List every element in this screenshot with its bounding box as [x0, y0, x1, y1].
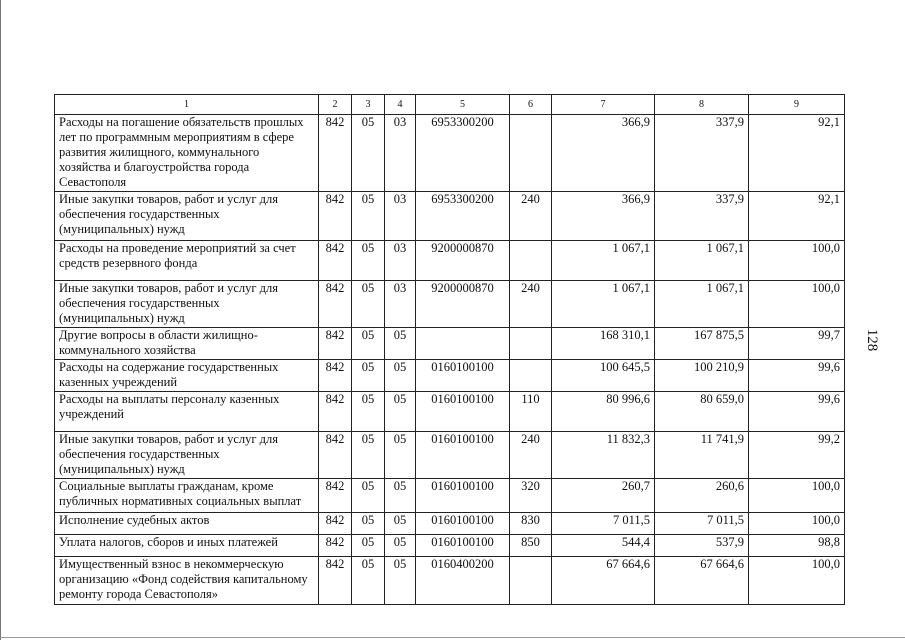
expense-type-code: 110 — [510, 392, 552, 432]
column-header: 9 — [749, 95, 845, 115]
target-article-code: 0160100100 — [416, 479, 510, 513]
expense-type-code: 320 — [510, 479, 552, 513]
table-row — [55, 241, 845, 281]
subsection-code: 05 — [385, 392, 416, 432]
subsection-code: 05 — [385, 535, 416, 557]
section-code: 05 — [352, 360, 385, 392]
subsection-code: 03 — [385, 115, 416, 192]
execution-percent: 99,7 — [749, 328, 845, 360]
actual-amount: 100 210,9 — [655, 360, 749, 392]
target-article-code: 0160100100 — [416, 535, 510, 557]
ministry-code: 842 — [319, 513, 352, 535]
target-article-code: 0160100100 — [416, 392, 510, 432]
column-header: 5 — [416, 95, 510, 115]
target-article-code: 9200000870 — [416, 281, 510, 328]
expense-type-code — [510, 360, 552, 392]
ministry-code: 842 — [319, 432, 352, 479]
subsection-code: 05 — [385, 513, 416, 535]
planned-amount: 11 832,3 — [552, 432, 655, 479]
subsection-code: 05 — [385, 432, 416, 479]
expense-name: Исполнение судебных актов — [55, 513, 319, 535]
ministry-code: 842 — [319, 479, 352, 513]
expense-name: Расходы на проведение мероприятий за счет средств резервного фонда — [55, 241, 319, 281]
table-row — [55, 328, 845, 360]
column-header: 2 — [319, 95, 352, 115]
expense-type-code — [510, 557, 552, 605]
table-row — [55, 192, 845, 241]
section-code: 05 — [352, 513, 385, 535]
expense-name: Иные закупки товаров, работ и услуг для обеспечения государственных (муниципальных) нужд — [55, 281, 319, 328]
section-code: 05 — [352, 192, 385, 241]
expense-type-code — [510, 328, 552, 360]
ministry-code: 842 — [319, 360, 352, 392]
target-article-code: 0160100100 — [416, 432, 510, 479]
section-code: 05 — [352, 281, 385, 328]
expense-name: Другие вопросы в области жилищно-коммунального хозяйства — [55, 328, 319, 360]
ministry-code: 842 — [319, 192, 352, 241]
subsection-code: 05 — [385, 479, 416, 513]
execution-percent: 92,1 — [749, 115, 845, 192]
ministry-code: 842 — [319, 281, 352, 328]
section-code: 05 — [352, 392, 385, 432]
execution-percent: 100,0 — [749, 479, 845, 513]
expense-name: Расходы на погашение обязательств прошлых лет по программным мероприятиям в сфере развития жилищного, коммунального хозяйства и благоустройства города Севастополя — [55, 115, 319, 192]
section-code: 05 — [352, 479, 385, 513]
target-article-code: 6953300200 — [416, 192, 510, 241]
target-article-code: 0160400200 — [416, 557, 510, 605]
execution-percent: 100,0 — [749, 281, 845, 328]
actual-amount: 260,6 — [655, 479, 749, 513]
target-article-code: 0160100100 — [416, 513, 510, 535]
table-row — [55, 535, 845, 557]
planned-amount: 7 011,5 — [552, 513, 655, 535]
section-code: 05 — [352, 328, 385, 360]
expense-name: Иные закупки товаров, работ и услуг для обеспечения государственных (муниципальных) нужд — [55, 192, 319, 241]
budget-table — [54, 94, 845, 605]
execution-percent: 99,6 — [749, 360, 845, 392]
subsection-code: 05 — [385, 360, 416, 392]
actual-amount: 11 741,9 — [655, 432, 749, 479]
ministry-code: 842 — [319, 241, 352, 281]
expense-name: Имущественный взнос в некоммерческую организацию «Фонд содействия капитальному ремонту города Севастополя» — [55, 557, 319, 605]
column-header: 8 — [655, 95, 749, 115]
planned-amount: 168 310,1 — [552, 328, 655, 360]
subsection-code: 05 — [385, 328, 416, 360]
target-article-code: 0160100100 — [416, 360, 510, 392]
planned-amount: 67 664,6 — [552, 557, 655, 605]
table-row — [55, 432, 845, 479]
actual-amount: 537,9 — [655, 535, 749, 557]
expense-name: Иные закупки товаров, работ и услуг для обеспечения государственных (муниципальных) нужд — [55, 432, 319, 479]
column-header: 6 — [510, 95, 552, 115]
ministry-code: 842 — [319, 392, 352, 432]
actual-amount: 7 011,5 — [655, 513, 749, 535]
section-code: 05 — [352, 115, 385, 192]
target-article-code — [416, 328, 510, 360]
target-article-code: 9200000870 — [416, 241, 510, 281]
table-row — [55, 392, 845, 432]
table-row — [55, 479, 845, 513]
ministry-code: 842 — [319, 328, 352, 360]
actual-amount: 1 067,1 — [655, 281, 749, 328]
column-header: 7 — [552, 95, 655, 115]
expense-type-code: 850 — [510, 535, 552, 557]
execution-percent: 92,1 — [749, 192, 845, 241]
planned-amount: 366,9 — [552, 192, 655, 241]
execution-percent: 100,0 — [749, 241, 845, 281]
expense-type-code: 240 — [510, 281, 552, 328]
execution-percent: 98,8 — [749, 535, 845, 557]
expense-type-code: 830 — [510, 513, 552, 535]
expense-type-code: 240 — [510, 432, 552, 479]
expense-type-code: 240 — [510, 192, 552, 241]
table-row — [55, 281, 845, 328]
table-row — [55, 115, 845, 192]
actual-amount: 337,9 — [655, 115, 749, 192]
section-code: 05 — [352, 432, 385, 479]
table-row — [55, 513, 845, 535]
planned-amount: 1 067,1 — [552, 241, 655, 281]
expense-name: Расходы на выплаты персоналу казенных учреждений — [55, 392, 319, 432]
actual-amount: 337,9 — [655, 192, 749, 241]
planned-amount: 260,7 — [552, 479, 655, 513]
column-header: 1 — [55, 95, 319, 115]
subsection-code: 03 — [385, 241, 416, 281]
section-code: 05 — [352, 241, 385, 281]
expense-name: Расходы на содержание государственных казенных учреждений — [55, 360, 319, 392]
execution-percent: 100,0 — [749, 513, 845, 535]
subsection-code: 03 — [385, 281, 416, 328]
ministry-code: 842 — [319, 535, 352, 557]
execution-percent: 99,6 — [749, 392, 845, 432]
actual-amount: 167 875,5 — [655, 328, 749, 360]
ministry-code: 842 — [319, 557, 352, 605]
expense-name: Уплата налогов, сборов и иных платежей — [55, 535, 319, 557]
actual-amount: 80 659,0 — [655, 392, 749, 432]
actual-amount: 1 067,1 — [655, 241, 749, 281]
planned-amount: 544,4 — [552, 535, 655, 557]
section-code: 05 — [352, 557, 385, 605]
planned-amount: 100 645,5 — [552, 360, 655, 392]
expense-type-code — [510, 241, 552, 281]
column-header: 3 — [352, 95, 385, 115]
actual-amount: 67 664,6 — [655, 557, 749, 605]
table-header-row — [55, 95, 845, 115]
subsection-code: 05 — [385, 557, 416, 605]
page-number: 128 — [864, 328, 880, 352]
execution-percent: 99,2 — [749, 432, 845, 479]
ministry-code: 842 — [319, 115, 352, 192]
page-edge-bottom — [0, 637, 905, 638]
expense-name: Социальные выплаты гражданам, кроме публичных нормативных социальных выплат — [55, 479, 319, 513]
table-row — [55, 360, 845, 392]
execution-percent: 100,0 — [749, 557, 845, 605]
column-header: 4 — [385, 95, 416, 115]
planned-amount: 366,9 — [552, 115, 655, 192]
planned-amount: 80 996,6 — [552, 392, 655, 432]
subsection-code: 03 — [385, 192, 416, 241]
table-row — [55, 557, 845, 605]
page-edge-left — [0, 0, 1, 640]
target-article-code: 6953300200 — [416, 115, 510, 192]
expense-type-code — [510, 115, 552, 192]
planned-amount: 1 067,1 — [552, 281, 655, 328]
section-code: 05 — [352, 535, 385, 557]
